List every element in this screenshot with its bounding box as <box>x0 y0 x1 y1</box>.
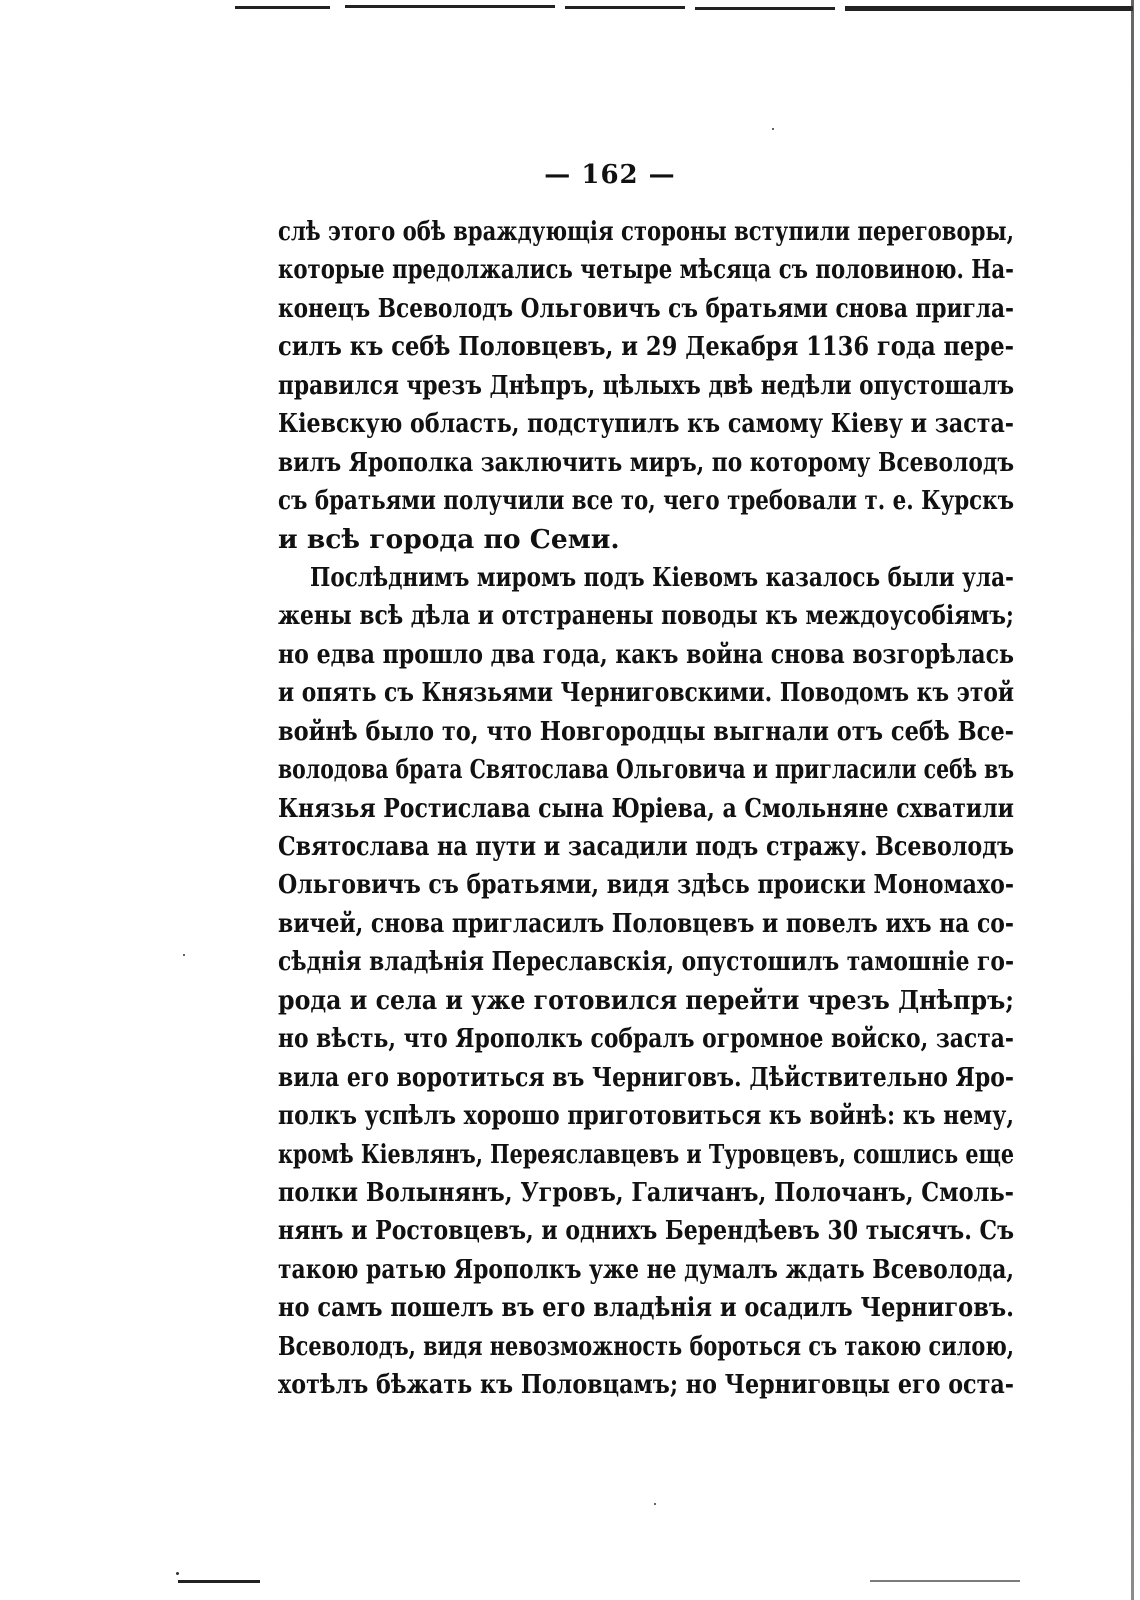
text-line: хотѣлъ бѣжать къ Половцамъ; но Черниговцы его оста- <box>278 1369 1014 1401</box>
text-line: полки Волынянъ, Угровъ, Галичанъ, Полочанъ, Смоль- <box>278 1176 1014 1208</box>
text-line: сѣднія владѣнія Переславскія, опустошилъ тамошніе го- <box>278 946 1014 978</box>
text-line: жены всѣ дѣла и отстранены поводы къ междоусобіямъ; <box>278 600 1014 632</box>
text-line: вила его воротиться въ Черниговъ. Дѣйствительно Яро- <box>278 1061 1014 1093</box>
text-line: правился чрезъ Днѣпръ, цѣлыхъ двѣ недѣли опустошалъ <box>278 369 1014 401</box>
text-line: Ольговичъ съ братьями, видя здѣсь происки Мономахо- <box>278 869 1014 901</box>
text-line: Святослава на пути и засадили подъ стражу. Всеволодъ <box>278 831 1014 862</box>
text-line: но едва прошло два года, какъ война снова возгорѣлась <box>278 638 1014 670</box>
text-line: но самъ пошелъ въ его владѣнія и осадилъ Черниговъ. <box>278 1292 1014 1324</box>
text-line: Послѣднимъ миромъ подъ Кіевомъ казалось были ула- <box>310 561 1014 593</box>
scan-speck <box>772 128 774 130</box>
text-line: которые предолжались четыре мѣсяца съ половиною. На- <box>278 254 1014 286</box>
text-line: кромѣ Кіевлянъ, Переяславцевъ и Туровцевъ, сошлись еще <box>278 1138 1014 1170</box>
scan-speck <box>176 1572 179 1575</box>
page-number: — 162 — <box>544 160 676 190</box>
text-line: вичей, снова пригласилъ Половцевъ и повелъ ихъ на со- <box>278 907 1014 939</box>
text-line: съ братьями получили все то, чего требовали т. е. Курскъ <box>278 485 1014 517</box>
text-line: и всѣ города по Семи. <box>278 523 620 555</box>
text-line: володова брата Святослава Ольговича и пригласили себѣ въ <box>278 754 1014 786</box>
text-line: слѣ этого обѣ враждующія стороны вступили переговоры, <box>278 216 1014 247</box>
body-text <box>278 213 1014 1405</box>
bottom-scan-mark <box>178 1580 260 1583</box>
text-line: рода и села и уже готовился перейти чрезъ Днѣпръ; <box>278 984 1014 1016</box>
right-scan-edge <box>1131 0 1134 1600</box>
text-line: войнѣ было то, что Новгородцы выгнали отъ себѣ Все- <box>278 715 1014 747</box>
text-line: Всеволодъ, видя невозможность бороться съ такою силою, <box>278 1330 1014 1362</box>
paragraph <box>278 559 1014 1405</box>
text-line: Кіевскую область, подступилъ къ самому Кіеву и заста- <box>278 408 1014 440</box>
text-line: полкъ успѣлъ хорошо приготовиться къ войнѣ: къ нему, <box>278 1100 1014 1132</box>
text-line: но вѣсть, что Ярополкъ собралъ огромное войско, заста- <box>278 1023 1014 1055</box>
text-line: и опять съ Князьями Черниговскими. Поводомъ къ этой <box>278 677 1014 709</box>
top-scan-edge <box>235 4 1133 12</box>
text-line: силъ къ себѣ Половцевъ, и 29 Декабря 1136 года пере- <box>278 331 1014 363</box>
text-line: такою ратью Ярополкъ уже не думалъ ждать Всеволода, <box>278 1253 1014 1285</box>
text-line: вилъ Ярополка заключить миръ, по которому Всеволодъ <box>278 446 1014 478</box>
scan-speck <box>654 1503 656 1505</box>
text-line: нянъ и Ростовцевъ, и однихъ Берендѣевъ 30 тысячъ. Съ <box>278 1215 1014 1247</box>
bottom-scan-mark <box>870 1580 1020 1582</box>
text-line: конецъ Всеволодъ Ольговичъ съ братьями снова пригла- <box>278 292 1014 324</box>
scan-speck <box>183 954 185 956</box>
text-line: Князья Ростислава сына Юріева, а Смольняне схватили <box>278 792 1014 824</box>
paragraph <box>278 213 1014 559</box>
